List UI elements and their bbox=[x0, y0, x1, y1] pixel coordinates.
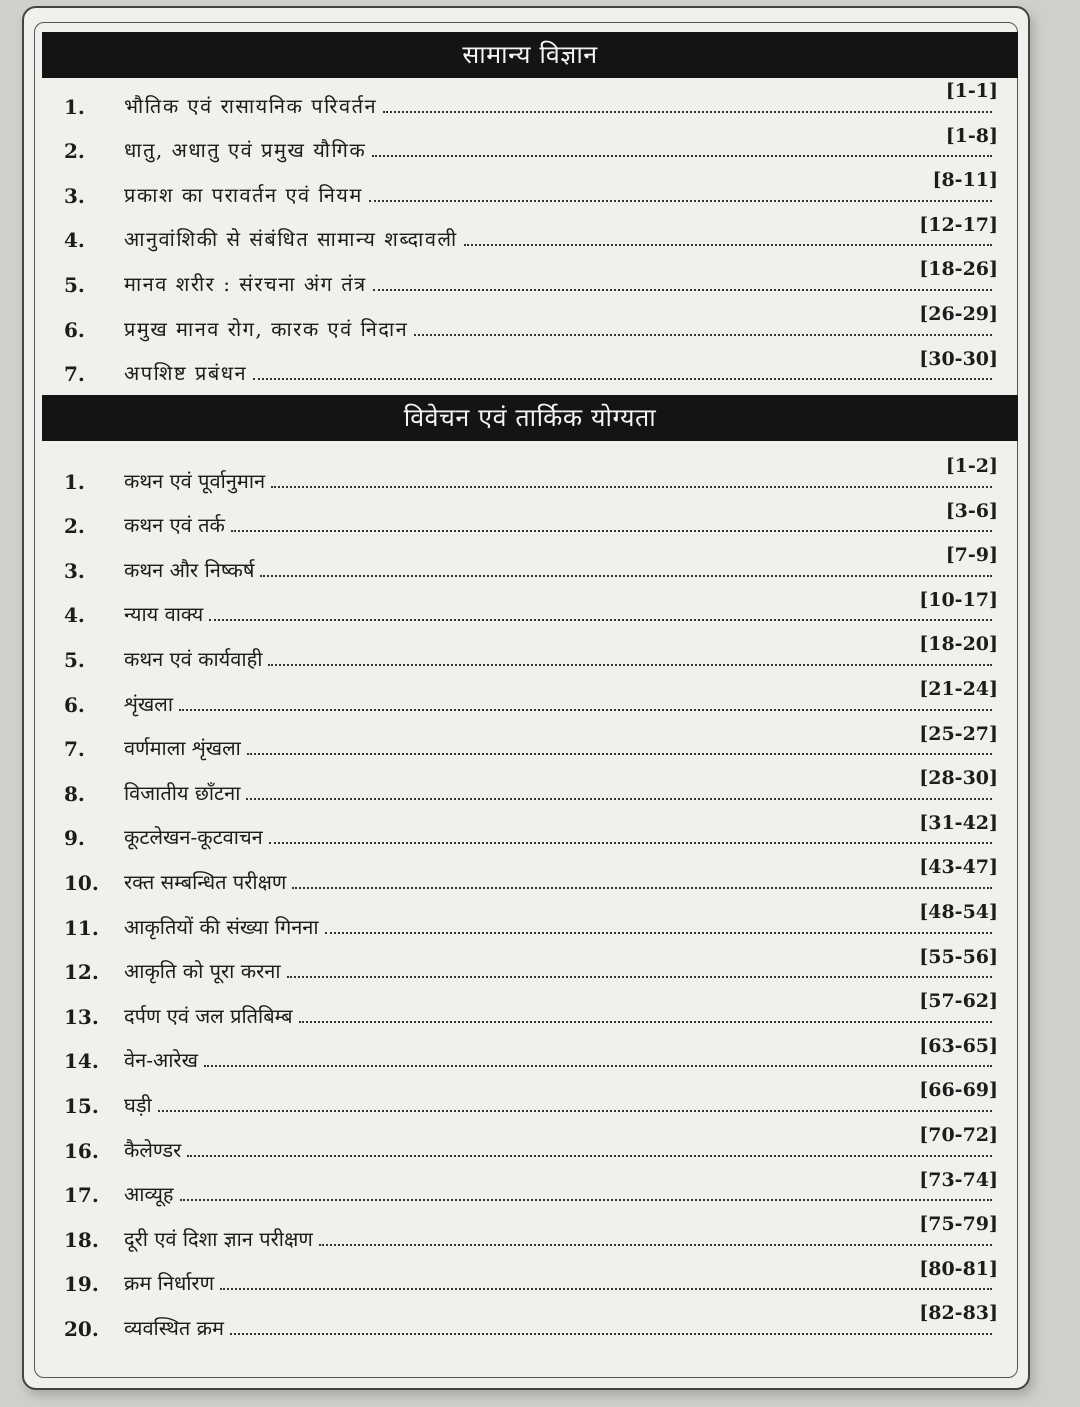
toc-entry-title: कथन एवं तर्क bbox=[124, 513, 225, 538]
dot-leader bbox=[369, 200, 992, 202]
toc-entry bbox=[64, 719, 998, 764]
toc-entry-number: 7. bbox=[64, 362, 85, 387]
toc-entry-number: 13. bbox=[64, 1004, 99, 1029]
toc-entry bbox=[64, 451, 998, 496]
toc-entry-number: 5. bbox=[64, 647, 85, 672]
toc-entry-title: भौतिक एवं रासायनिक परिवर्तन bbox=[124, 93, 378, 118]
toc-entry bbox=[64, 344, 998, 389]
toc-entry-title: व्यवस्थित क्रम bbox=[124, 1315, 224, 1340]
toc-entry-title: अपशिष्ट प्रबंधन bbox=[124, 361, 248, 386]
toc-entry bbox=[64, 165, 998, 210]
toc-entry-pages: [1-1] bbox=[945, 80, 998, 102]
toc-entry-pages: [21-24] bbox=[919, 677, 998, 700]
toc-entry-title: आकृति को पूरा करना bbox=[124, 959, 281, 984]
toc-entry-title: न्याय वाक्य bbox=[124, 602, 204, 627]
toc-entry-pages: [7-9] bbox=[945, 544, 998, 567]
toc-entry-pages: [66-69] bbox=[919, 1079, 998, 1102]
toc-entry-title: वर्णमाला शृंखला bbox=[124, 736, 241, 761]
toc-entry-title: दूरी एवं दिशा ज्ञान परीक्षण bbox=[124, 1226, 313, 1251]
toc-entry-number: 15. bbox=[64, 1093, 99, 1118]
toc-entry-number: 1. bbox=[64, 469, 85, 494]
toc-entry-title: आव्यूह bbox=[124, 1182, 174, 1207]
toc-entry-pages: [80-81] bbox=[919, 1257, 998, 1280]
toc-entry-number: 14. bbox=[64, 1049, 99, 1074]
toc-entry-title: मानव शरीर : संरचना अंग तंत्र bbox=[124, 271, 367, 296]
toc-entry-number: 4. bbox=[64, 228, 85, 253]
toc-entry bbox=[64, 585, 998, 630]
toc-entry-title: क्रम निर्धारण bbox=[124, 1271, 215, 1296]
toc-entry bbox=[64, 897, 998, 942]
toc-entry-title: कथन एवं पूर्वानुमान bbox=[124, 468, 266, 493]
toc-entry-title: आनुवांशिकी से संबंधित सामान्य शब्दावली bbox=[124, 227, 458, 252]
dot-leader bbox=[180, 1199, 993, 1201]
dot-leader bbox=[187, 1155, 992, 1157]
dot-leader bbox=[179, 709, 992, 711]
toc-entry bbox=[64, 852, 998, 897]
toc-entry-number: 4. bbox=[64, 603, 85, 628]
toc-entry-pages: [10-17] bbox=[919, 588, 998, 611]
dot-leader bbox=[292, 887, 992, 889]
dot-leader bbox=[209, 619, 992, 621]
toc-entry-pages: [1-2] bbox=[945, 455, 998, 477]
document-page bbox=[22, 6, 1030, 1390]
toc-entry-number: 11. bbox=[64, 915, 99, 940]
toc-entry-number: 7. bbox=[64, 737, 85, 762]
toc-entry-pages: [31-42] bbox=[919, 811, 998, 834]
toc-entry bbox=[64, 76, 998, 121]
toc-entry-pages: [70-72] bbox=[919, 1123, 998, 1146]
toc-entry-title: प्रकाश का परावर्तन एवं नियम bbox=[124, 182, 363, 207]
toc-entry bbox=[64, 629, 998, 674]
toc-entry-number: 8. bbox=[64, 781, 85, 806]
dot-leader bbox=[464, 244, 992, 246]
toc-entry-number: 3. bbox=[64, 558, 85, 583]
toc-entry-title: विजातीय छाँटना bbox=[124, 780, 241, 805]
dot-leader bbox=[204, 1065, 992, 1067]
dot-leader bbox=[372, 155, 992, 157]
dot-leader bbox=[268, 664, 992, 666]
toc-entry bbox=[64, 1298, 998, 1343]
dot-leader bbox=[158, 1110, 992, 1112]
toc-entry-pages: [12-17] bbox=[919, 213, 998, 236]
dot-leader bbox=[260, 575, 992, 577]
toc-entry-number: 6. bbox=[64, 692, 85, 717]
toc-entry-pages: [48-54] bbox=[919, 900, 998, 923]
toc-entry-pages: [30-30] bbox=[919, 347, 998, 370]
toc-entry-pages: [26-29] bbox=[919, 302, 998, 325]
toc-entry bbox=[64, 1075, 998, 1120]
toc-entry-number: 9. bbox=[64, 826, 85, 851]
toc-entry-title: कथन एवं कार्यवाही bbox=[124, 646, 263, 671]
toc-entry bbox=[64, 254, 998, 299]
toc-entry bbox=[64, 674, 998, 719]
toc-entry-title: शृंखला bbox=[124, 691, 174, 716]
toc-entry-title: वेन-आरेख bbox=[124, 1048, 198, 1073]
toc-entry-number: 2. bbox=[64, 514, 85, 539]
toc-entry-pages: [3-6] bbox=[945, 499, 998, 522]
dot-leader bbox=[269, 842, 992, 844]
toc-entry bbox=[64, 942, 998, 987]
toc-entry bbox=[64, 1120, 998, 1165]
dot-leader bbox=[231, 530, 992, 532]
toc-entry bbox=[64, 1031, 998, 1076]
toc-entry-number: 12. bbox=[64, 960, 99, 985]
toc-entry-title: रक्त सम्बन्धित परीक्षण bbox=[124, 869, 287, 894]
dot-leader bbox=[325, 932, 992, 934]
toc-entry-pages: [8-11] bbox=[932, 169, 998, 192]
dot-leader bbox=[220, 1288, 992, 1290]
toc-entry-number: 20. bbox=[64, 1316, 99, 1341]
toc-entry-pages: [57-62] bbox=[919, 990, 998, 1013]
dot-leader bbox=[247, 753, 992, 755]
toc-entry-pages: [55-56] bbox=[919, 945, 998, 968]
toc-entry-number: 18. bbox=[64, 1227, 99, 1252]
toc-entry-number: 6. bbox=[64, 317, 85, 342]
toc-entry bbox=[64, 210, 998, 255]
dot-leader bbox=[299, 1021, 992, 1023]
toc-entry-number: 19. bbox=[64, 1272, 99, 1297]
toc-entry-title: दर्पण एवं जल प्रतिबिम्ब bbox=[124, 1003, 293, 1028]
toc-entry-title: कूटलेखन-कूटवाचन bbox=[124, 825, 263, 850]
dot-leader bbox=[383, 111, 992, 113]
toc-entry-pages: [18-26] bbox=[919, 258, 998, 281]
toc-entry-title: आकृतियों की संख्या गिनना bbox=[124, 914, 319, 939]
toc-entry bbox=[64, 1209, 998, 1254]
toc-entry-pages: [18-20] bbox=[919, 633, 998, 656]
dot-leader bbox=[373, 289, 992, 291]
toc-entry bbox=[64, 299, 998, 344]
dot-leader bbox=[230, 1333, 992, 1335]
toc-entry-pages: [1-8] bbox=[945, 124, 998, 147]
toc-entry-pages: [82-83] bbox=[919, 1302, 998, 1325]
toc-entry-number: 3. bbox=[64, 183, 85, 208]
toc-entry bbox=[64, 540, 998, 585]
toc-entry bbox=[64, 1165, 998, 1210]
toc-entry-number: 5. bbox=[64, 272, 85, 297]
toc-entry-pages: [73-74] bbox=[919, 1168, 998, 1191]
section-header-general-science: सामान्य विज्ञान bbox=[42, 32, 1018, 78]
toc-entry-pages: [25-27] bbox=[919, 722, 998, 745]
toc-list-general-science bbox=[64, 76, 998, 388]
toc-list-reasoning bbox=[64, 451, 998, 1343]
toc-entry-pages: [75-79] bbox=[919, 1213, 998, 1236]
dot-leader bbox=[253, 378, 992, 380]
toc-entry bbox=[64, 808, 998, 853]
dot-leader bbox=[287, 976, 992, 978]
toc-entry bbox=[64, 986, 998, 1031]
toc-entry bbox=[64, 763, 998, 808]
toc-entry bbox=[64, 1254, 998, 1299]
toc-entry-title: घड़ी bbox=[124, 1092, 152, 1117]
dot-leader bbox=[246, 798, 992, 800]
toc-entry-pages: [63-65] bbox=[919, 1034, 998, 1057]
section-header-reasoning: विवेचन एवं तार्किक योग्यता bbox=[42, 395, 1018, 441]
dot-leader bbox=[271, 486, 992, 488]
toc-entry-number: 1. bbox=[64, 94, 85, 119]
toc-entry-number: 16. bbox=[64, 1138, 99, 1163]
toc-entry-title: प्रमुख मानव रोग, कारक एवं निदान bbox=[124, 316, 409, 341]
toc-entry-title: धातु, अधातु एवं प्रमुख यौगिक bbox=[124, 138, 367, 163]
toc-entry bbox=[64, 121, 998, 166]
toc-entry-number: 17. bbox=[64, 1183, 99, 1208]
dot-leader bbox=[319, 1244, 992, 1246]
toc-entry-title: कैलेण्डर bbox=[124, 1137, 182, 1162]
toc-entry-number: 10. bbox=[64, 870, 99, 895]
toc-entry-pages: [43-47] bbox=[919, 856, 998, 879]
toc-entry-number: 2. bbox=[64, 139, 85, 164]
toc-entry-title: कथन और निष्कर्ष bbox=[124, 557, 255, 582]
toc-entry bbox=[64, 496, 998, 541]
dot-leader bbox=[414, 334, 992, 336]
toc-entry-pages: [28-30] bbox=[919, 767, 998, 790]
